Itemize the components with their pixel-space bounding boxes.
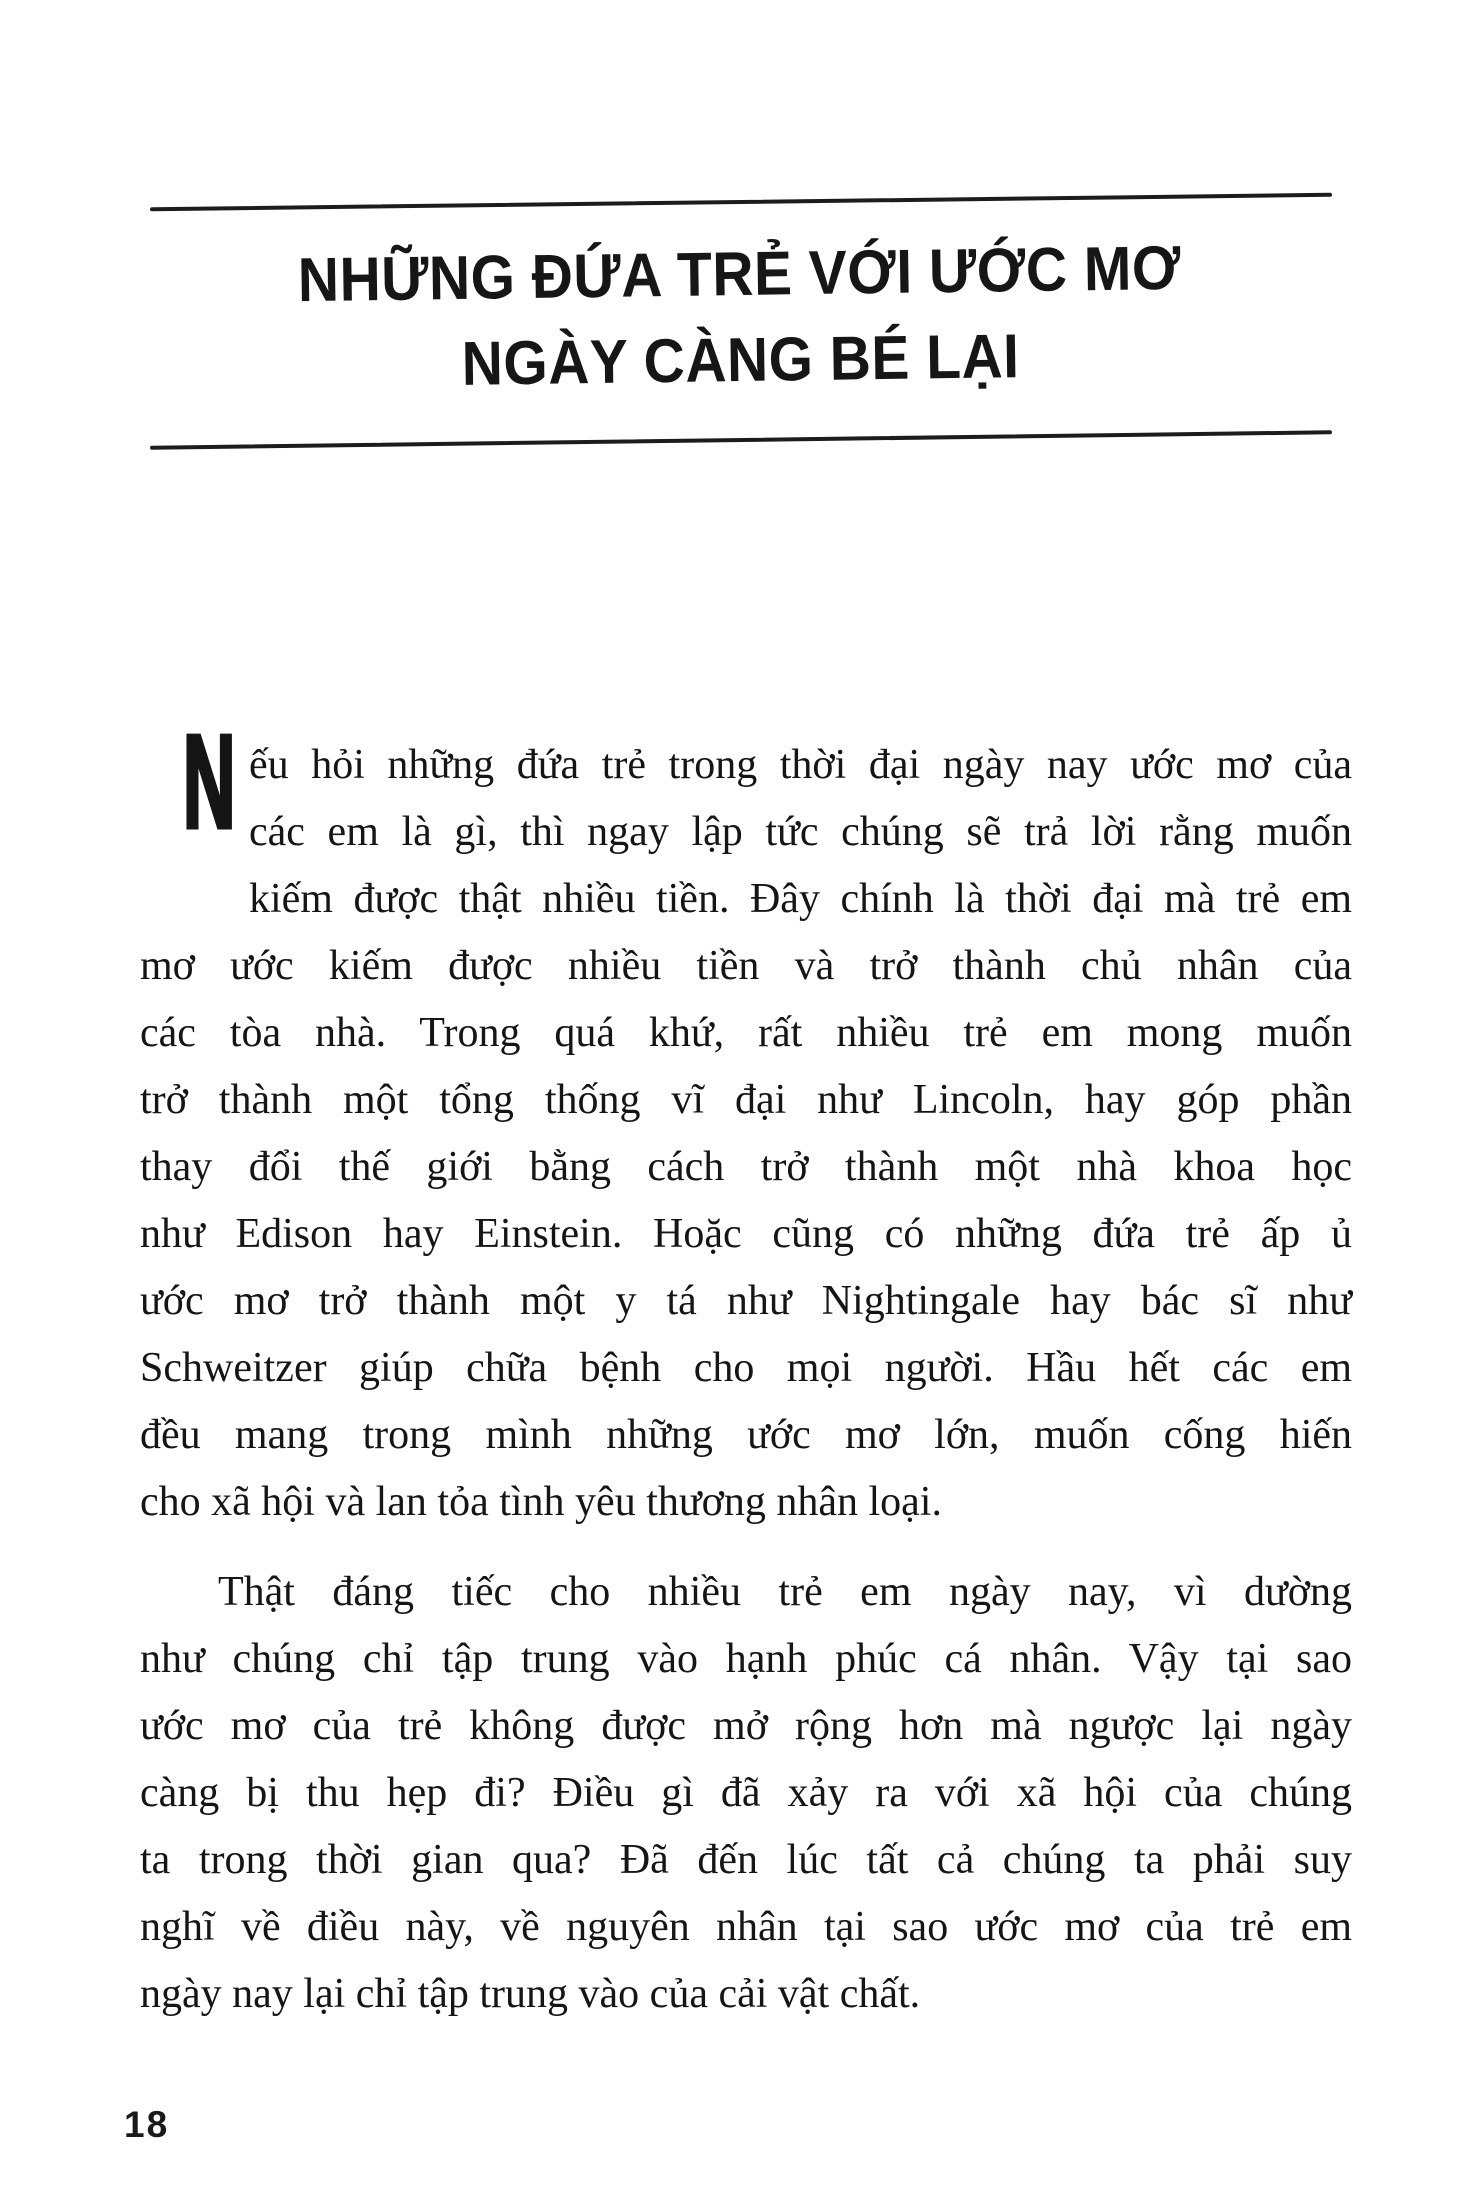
chapter-title-line-2: NGÀY CÀNG BÉ LẠI bbox=[461, 322, 1020, 399]
body-text bbox=[140, 708, 1352, 2028]
chapter-title bbox=[58, 223, 1422, 414]
text-line: thay đổi thế giới bằng cách trở thành một nhà khoa học bbox=[140, 1144, 1352, 1190]
text-line: ước mơ của trẻ không được mở rộng hơn mà ngược lại ngày bbox=[140, 1703, 1352, 1749]
text-line: ước mơ trở thành một y tá như Nightingale hay bác sĩ như bbox=[140, 1278, 1352, 1324]
title-rule-top bbox=[150, 193, 1332, 211]
text-line: nghĩ về điều này, về nguyên nhân tại sao ước mơ của trẻ em bbox=[140, 1904, 1352, 1950]
title-rule-bottom bbox=[150, 430, 1332, 449]
text-line: các em là gì, thì ngay lập tức chúng sẽ trả lời rằng muốn bbox=[249, 809, 1352, 855]
chapter-title-line-1: NHỮNG ĐỨA TRẺ VỚI ƯỚC MƠ bbox=[297, 233, 1182, 316]
text-line: như Edison hay Einstein. Hoặc cũng có những đứa trẻ ấp ủ bbox=[140, 1211, 1352, 1257]
drop-cap bbox=[183, 708, 243, 868]
drop-cap-letter: N bbox=[183, 708, 236, 855]
text-line: ngày nay lại chỉ tập trung vào của cải vật chất. bbox=[140, 1971, 921, 2017]
text-line: các tòa nhà. Trong quá khứ, rất nhiều trẻ em mong muốn bbox=[140, 1010, 1352, 1056]
page-number: 18 bbox=[124, 2104, 170, 2145]
text-line: Schweitzer giúp chữa bệnh cho mọi người. Hầu hết các em bbox=[140, 1345, 1352, 1391]
text-line: đều mang trong mình những ước mơ lớn, muốn cống hiến bbox=[140, 1412, 1352, 1458]
text-line: ta trong thời gian qua? Đã đến lúc tất cả chúng ta phải suy bbox=[140, 1837, 1352, 1883]
text-line: mơ ước kiếm được nhiều tiền và trở thành chủ nhân của bbox=[140, 943, 1352, 989]
text-line: kiếm được thật nhiều tiền. Đây chính là thời đại mà trẻ em bbox=[249, 876, 1352, 922]
text-line: trở thành một tổng thống vĩ đại như Lincoln, hay góp phần bbox=[140, 1077, 1352, 1123]
text-line: như chúng chỉ tập trung vào hạnh phúc cá nhân. Vậy tại sao bbox=[140, 1636, 1352, 1682]
paragraph-1 bbox=[140, 708, 1352, 1536]
text-line: càng bị thu hẹp đi? Điều gì đã xảy ra với xã hội của chúng bbox=[140, 1770, 1352, 1816]
text-line: Thật đáng tiếc cho nhiều trẻ em ngày nay, vì dường bbox=[218, 1569, 1352, 1615]
text-line: cho xã hội và lan tỏa tình yêu thương nhân loại. bbox=[140, 1479, 942, 1525]
paragraph-2 bbox=[140, 1559, 1352, 2028]
text-line: ếu hỏi những đứa trẻ trong thời đại ngày nay ước mơ của bbox=[249, 742, 1352, 788]
